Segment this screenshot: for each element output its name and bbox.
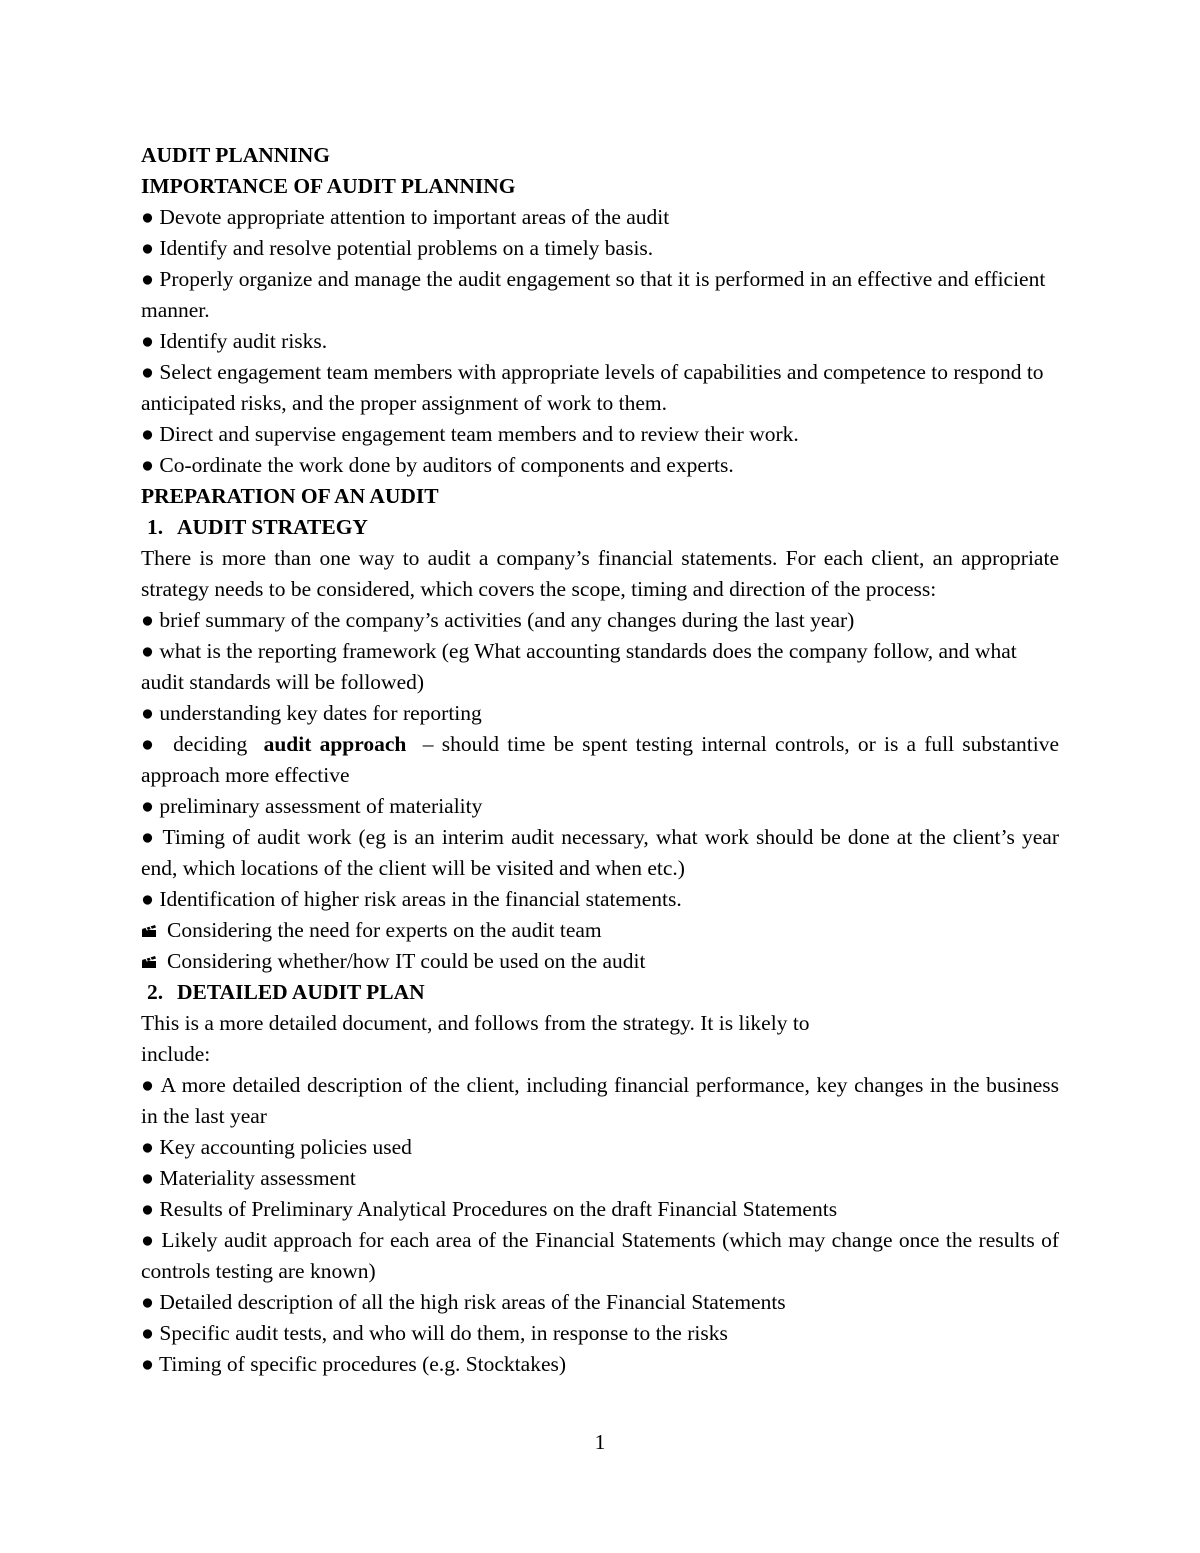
list-item: ● Timing of specific procedures (e.g. Stocktakes)	[141, 1352, 567, 1376]
list-item: ● deciding audit approach – should time be spent testing internal controls, or is a full substantive approach more effective	[141, 732, 1059, 787]
page-number: 1	[594, 1430, 606, 1454]
bullet-icon: ●	[141, 1135, 154, 1159]
list-item: ● Results of Preliminary Analytical Procedures on the draft Financial Statements	[141, 1197, 838, 1221]
bullet-icon: ●	[141, 236, 154, 260]
bullet-icon: ●	[141, 1352, 154, 1376]
bullet-icon: ●	[141, 1073, 156, 1097]
bullet-icon: ●	[141, 732, 157, 756]
list-item: ● Identification of higher risk areas in the financial statements.	[141, 887, 682, 911]
list-item: ● Devote appropriate attention to important areas of the audit	[141, 205, 670, 229]
list-item: ● brief summary of the company’s activities (and any changes during the last year)	[141, 608, 855, 632]
list-item: Considering whether/how IT could be used on the audit	[141, 946, 1059, 977]
list-item: Considering the need for experts on the audit team	[141, 915, 1059, 946]
bullet-icon: ●	[141, 205, 154, 229]
document-title: AUDIT PLANNING	[141, 143, 330, 167]
list-item: ● Materiality assessment	[141, 1166, 356, 1190]
list-item: ● Select engagement team members with appropriate levels of capabilities and competence to respond to anticipated risks, and the proper assignment of work to them.	[141, 360, 1044, 415]
list-item: ● Likely audit approach for each area of the Financial Statements (which may change once the results of controls testing are known)	[141, 1228, 1059, 1283]
bullet-icon: ●	[141, 1290, 154, 1314]
bullet-icon: ●	[141, 701, 154, 725]
importance-heading: IMPORTANCE OF AUDIT PLANNING	[141, 174, 516, 198]
bullet-icon: ●	[141, 825, 156, 849]
list-item: ● A more detailed description of the client, including financial performance, key changes in the business in the last year	[141, 1073, 1059, 1128]
bullet-icon: ●	[141, 608, 154, 632]
bullet-icon: ●	[141, 267, 154, 291]
clapperboard-icon	[141, 916, 157, 930]
audit-approach-term: audit approach	[263, 732, 407, 756]
bullet-icon: ●	[141, 1321, 154, 1345]
list-item: ● Identify audit risks.	[141, 329, 328, 353]
list-item: ● Properly organize and manage the audit engagement so that it is performed in an effective and efficient manner.	[141, 267, 1046, 322]
document-page	[141, 140, 1059, 1380]
plan-intro-line: This is a more detailed document, and follows from the strategy. It is likely to	[141, 1011, 810, 1035]
list-item: ● understanding key dates for reporting	[141, 701, 482, 725]
section-number: 2.	[147, 980, 164, 1004]
section-heading-audit-strategy	[141, 512, 1059, 543]
clapperboard-icon	[141, 947, 157, 961]
section-heading-detailed-audit-plan	[141, 977, 1059, 1008]
preparation-heading: PREPARATION OF AN AUDIT	[141, 484, 439, 508]
bullet-icon: ●	[141, 360, 154, 384]
bullet-icon: ●	[141, 1197, 154, 1221]
bullet-icon: ●	[141, 887, 154, 911]
list-item: ● Key accounting policies used	[141, 1135, 412, 1159]
bullet-icon: ●	[141, 1228, 156, 1252]
list-item: ● Direct and supervise engagement team members and to review their work.	[141, 422, 799, 446]
bullet-icon: ●	[141, 329, 154, 353]
plan-intro-line: include:	[141, 1042, 211, 1066]
section-heading-text: DETAILED AUDIT PLAN	[177, 980, 425, 1004]
list-item: ● Co-ordinate the work done by auditors of components and experts.	[141, 453, 734, 477]
bullet-icon: ●	[141, 794, 154, 818]
bullet-icon: ●	[141, 1166, 154, 1190]
bullet-icon: ●	[141, 453, 154, 477]
list-item: ● what is the reporting framework (eg What accounting standards does the company follow, and what audit standards will be followed)	[141, 639, 1017, 694]
bullet-icon: ●	[141, 639, 154, 663]
bullet-icon: ●	[141, 422, 154, 446]
list-item: ● Specific audit tests, and who will do them, in response to the risks	[141, 1321, 728, 1345]
strategy-intro: There is more than one way to audit a company’s financial statements. For each client, an appropriate strategy needs to be considered, which covers the scope, timing and direction of the process:	[141, 546, 1059, 601]
list-item: ● Timing of audit work (eg is an interim audit necessary, what work should be done at the client’s year end, which locations of the client will be visited and when etc.)	[141, 825, 1059, 880]
section-number: 1.	[147, 515, 164, 539]
list-item: ● Identify and resolve potential problems on a timely basis.	[141, 236, 654, 260]
list-item: ● preliminary assessment of materiality	[141, 794, 483, 818]
section-heading-text: AUDIT STRATEGY	[177, 515, 368, 539]
list-item: ● Detailed description of all the high risk areas of the Financial Statements	[141, 1290, 786, 1314]
